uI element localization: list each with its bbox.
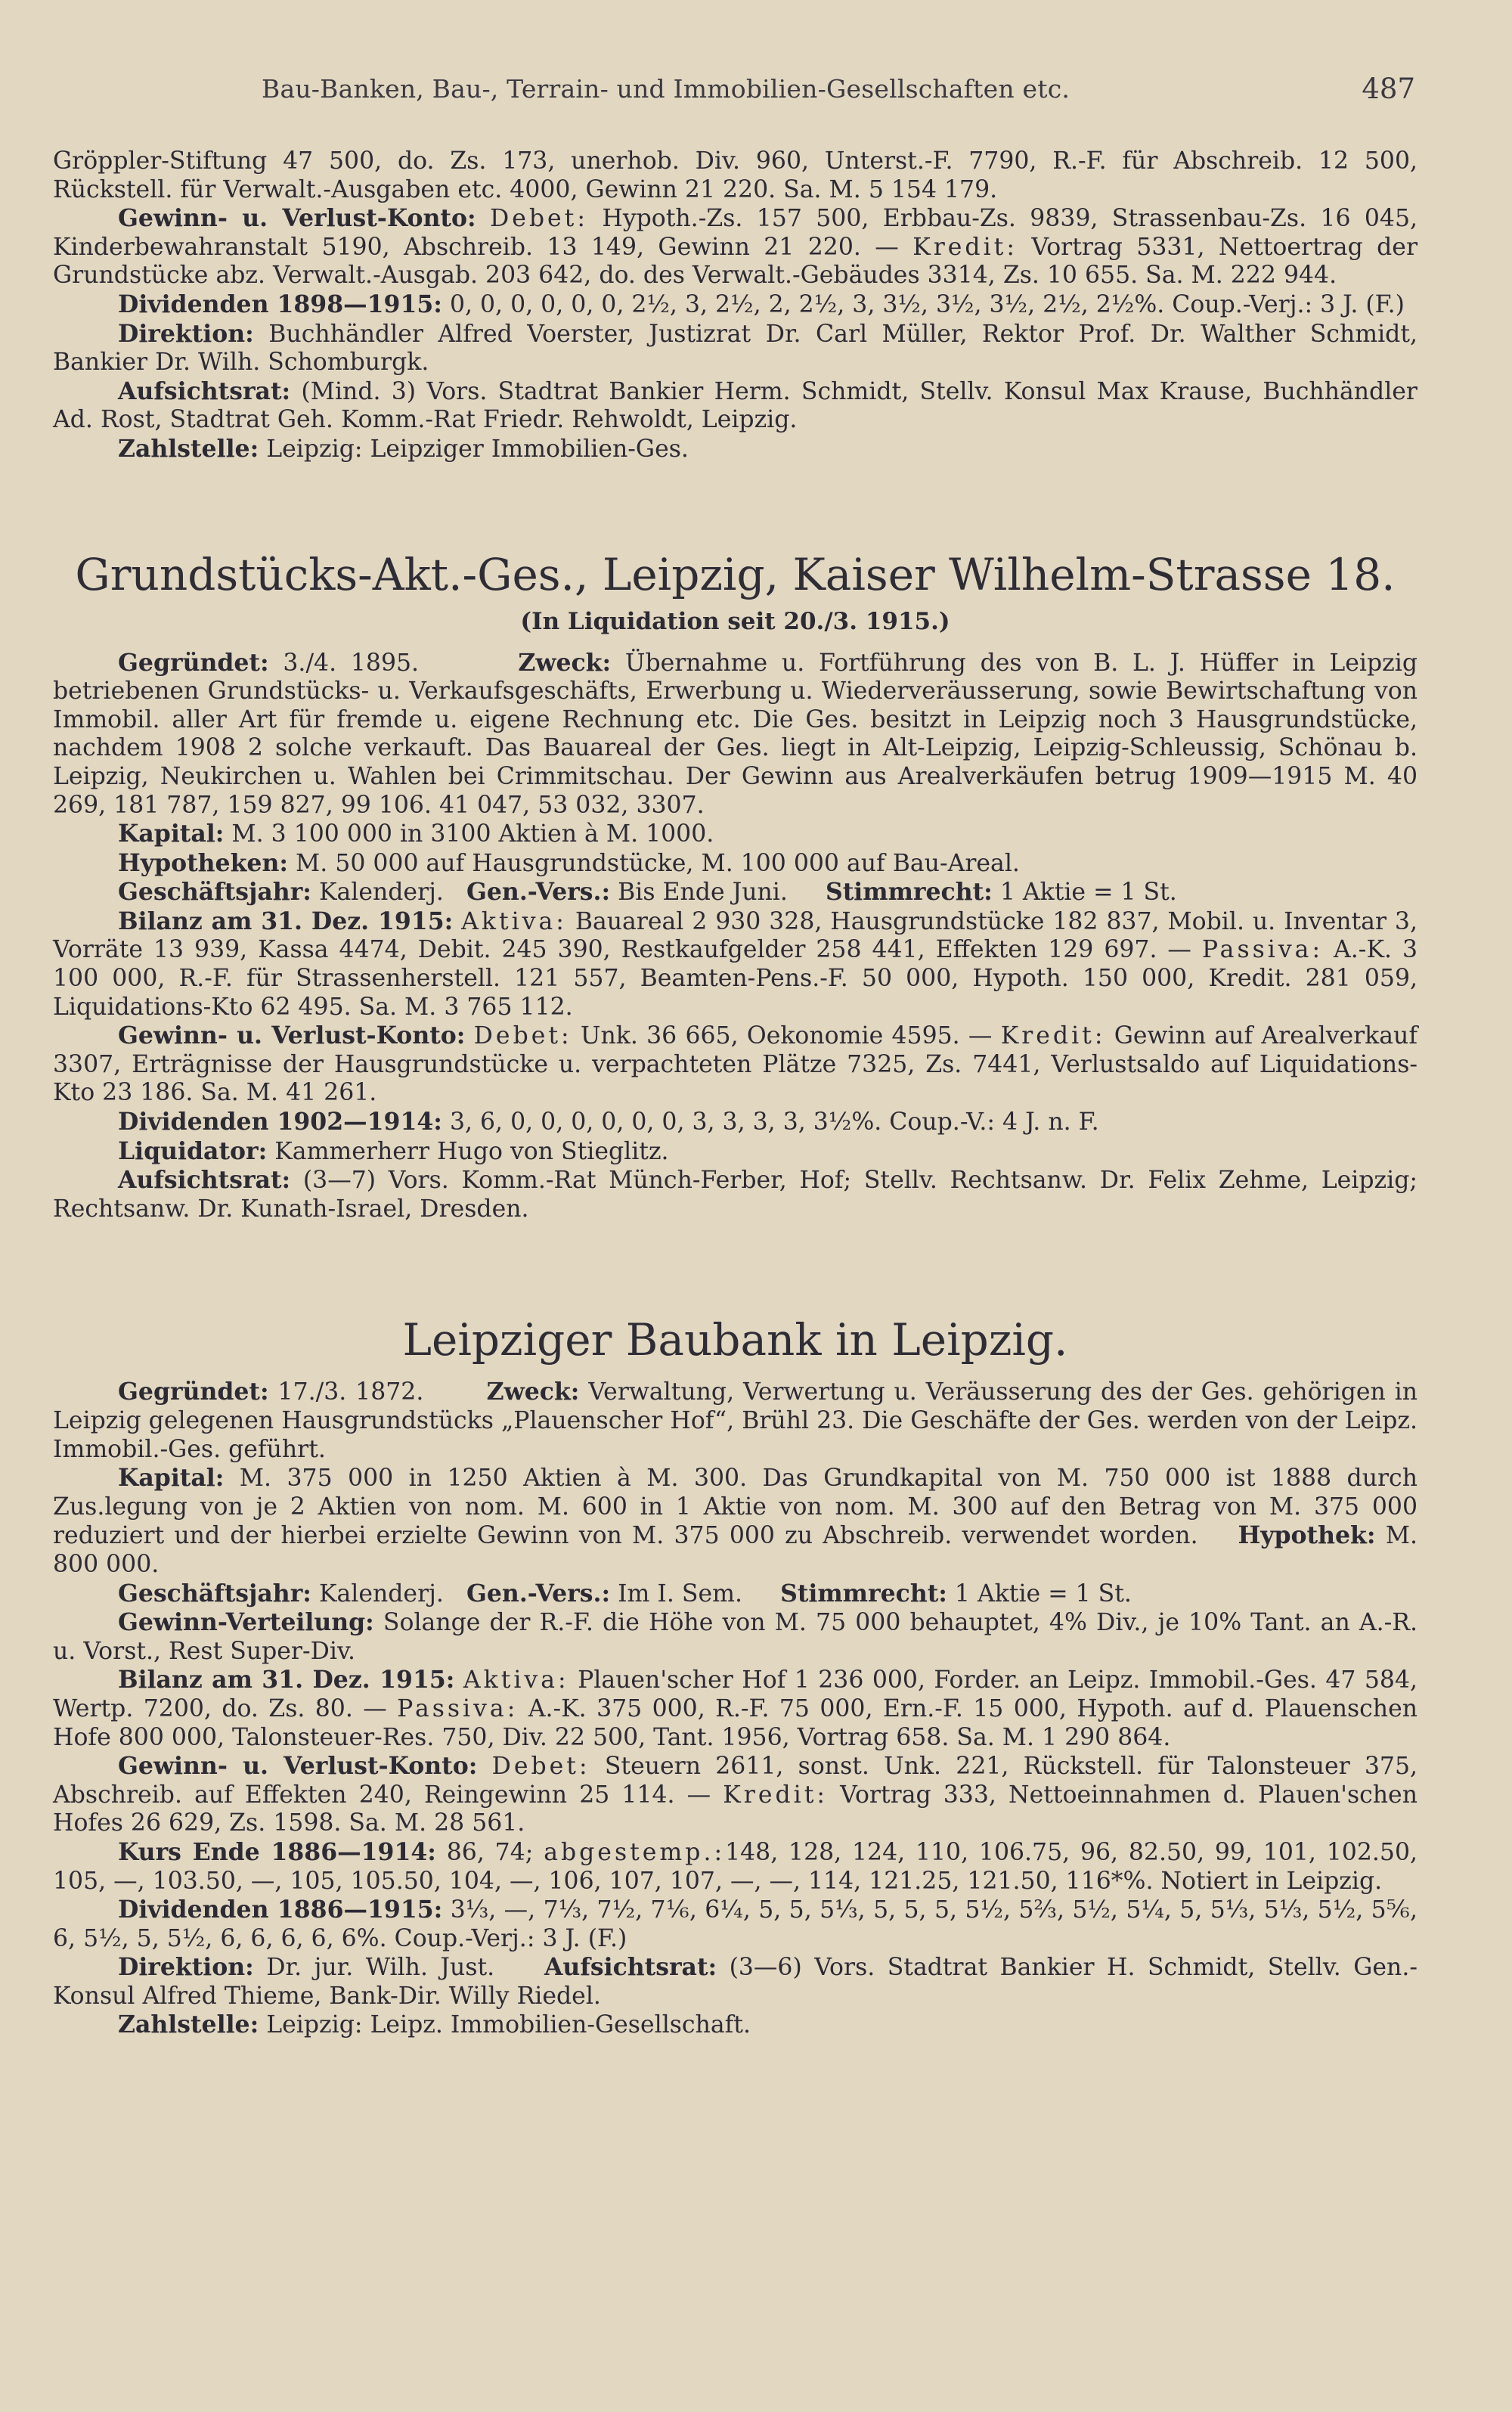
text-voting-right: 1 Aktie = 1 St. <box>999 879 1177 907</box>
label-business-year: Geschäftsjahr: <box>118 878 311 907</box>
text-assets: Plauen'scher Hof 1 236 000, Forder. an Leipz. Immobil.-Ges. 47 584, Wertp. 7200, do. Zs. 80. — <box>53 1666 1418 1722</box>
paragraph-founded-purpose <box>53 1378 1418 1464</box>
label-voting-right: Stimmrecht: <box>780 1579 947 1607</box>
paragraph-capital <box>53 820 1418 849</box>
company-title: Grundstücks-Akt.-Ges., Leipzig, Kaiser Wilhelm-Strasse 18. <box>75 548 1396 600</box>
text-share-price-1: 86, 74; <box>446 1838 534 1866</box>
paragraph-dividends <box>53 1108 1418 1137</box>
label-profit-loss: Gewinn- u. Verlust-Konto: <box>118 204 476 233</box>
label-purpose: Zweck: <box>518 648 612 677</box>
label-supervisory-board: Aufsichtsrat: <box>118 1166 291 1195</box>
company-subtitle: (In Liquidation seit 20./3. 1915.) <box>520 607 950 635</box>
paragraph-share-price <box>53 1838 1418 1896</box>
paragraph-capital <box>53 1464 1418 1579</box>
label-profit-loss: Gewinn- u. Verlust-Konto: <box>118 1022 466 1050</box>
page-content <box>53 147 1418 2040</box>
label-stamped: abgestemp.: <box>544 1838 726 1866</box>
label-capital: Kapital: <box>118 1464 225 1493</box>
page-number: 487 <box>1362 73 1415 105</box>
label-paying-agent: Zahlstelle: <box>118 2011 259 2039</box>
label-debit: Debet: <box>473 1022 572 1050</box>
text-dividends: 0, 0, 0, 0, 0, 0, 2½, 3, 2½, 2, 2½, 3, 3½, 3½, 3½, 2½, 2½%. Coup.-Verj.: 3 J. (F.) <box>449 290 1405 318</box>
label-dividends: Dividenden 1898—1915: <box>118 290 442 318</box>
paragraph-founded-purpose <box>53 649 1418 820</box>
label-liabilities: Passiva: <box>1201 936 1324 964</box>
text-liabilities: A.-K. 375 000, R.-F. 75 000, Ern.-F. 15 000, Hypoth. auf d. Plauenschen Hofe 800 000, Talonsteuer-Res. 750, Div. 22 500, Tant. 1956, Vortrag 658. Sa. M. 1 290 864. <box>53 1694 1418 1751</box>
paragraph-supervisory-board <box>53 1166 1418 1223</box>
label-general-meeting: Gen.-Vers.: <box>466 878 611 907</box>
text-liabilities: A.-K. 3 100 000, R.-F. für Strassenherstell. 121 557, Beamten-Pens.-F. 50 000, Hypoth. 150 000, Kredit. 281 059, Liquidations-Kto 62 495. Sa. M. 3 765 112. <box>53 936 1418 1021</box>
paragraph-profit-loss <box>53 204 1418 290</box>
label-balance-sheet: Bilanz am 31. Dez. 1915: <box>118 907 454 935</box>
label-liquidator: Liquidator: <box>118 1136 268 1165</box>
paragraph-liquidator <box>53 1137 1418 1167</box>
text-dividends: 3, 6, 0, 0, 0, 0, 0, 0, 3, 3, 3, 3, 3½%. Coup.-V.: 4 J. n. F. <box>449 1108 1099 1136</box>
paragraph-dividends <box>53 1896 1418 1953</box>
company-title: Leipziger Baubank in Leipzig. <box>402 1314 1068 1366</box>
text-credit: Vortrag 5331, Nettoertrag der Grundstücke abz. Verwalt.-Ausgab. 203 642, do. des Verwalt.-Gebäudes 3314, Zs. 10 655. Sa. M. 222 944. <box>53 233 1418 290</box>
text-debit: Hypoth.-Zs. 157 500, Erbbau-Zs. 9839, Strassenbau-Zs. 16 045, Kinderbewahranstalt 5190, Abschreib. 13 149, Gewinn 21 220. — <box>53 205 1418 261</box>
label-assets: Aktiva: <box>461 907 567 935</box>
text-board: Dr. jur. Wilh. Just. <box>266 1954 495 1982</box>
paragraph-balance-sheet <box>53 1666 1418 1752</box>
label-paying-agent: Zahlstelle: <box>118 434 259 463</box>
label-supervisory-board: Aufsichtsrat: <box>544 1953 717 1982</box>
label-purpose: Zweck: <box>486 1378 580 1406</box>
text-profit-distribution: Solange der R.-F. die Höhe von M. 75 000 behauptet, 4% Div., je 10% Tant. an A.-R. u. Vorst., Rest Super-Div. <box>53 1609 1418 1665</box>
text-founded: 17./3. 1872. <box>277 1378 424 1406</box>
label-supervisory-board: Aufsichtsrat: <box>118 377 291 405</box>
paragraph-board <box>53 320 1418 377</box>
text-paying-agent: Leipzig: Leipziger Immobilien-Ges. <box>266 435 689 463</box>
paragraph-dividends <box>53 290 1418 320</box>
text-credit: Vortrag 333, Nettoeinnahmen d. Plauen'schen Hofes 26 629, Zs. 1598. Sa. M. 28 561. <box>53 1781 1418 1837</box>
label-liabilities: Passiva: <box>397 1694 519 1722</box>
text-assets: Bauareal 2 930 328, Hausgrundstücke 182 837, Mobil. u. Inventar 3, Vorräte 13 939, Kassa 4474, Debit. 245 390, Restkaufgelder 258 441, Effekten 129 697. — <box>53 907 1418 964</box>
text-supervisory-board: (3—6) Vors. Stadtrat Bankier H. Schmidt, Stellv. Gen.-Konsul Alfred Thieme, Bank-Dir. Willy Riedel. <box>53 1954 1418 2010</box>
paragraph-business-year <box>53 878 1418 907</box>
label-board: Direktion: <box>118 319 254 348</box>
paragraph-balance-continuation: Gröppler-Stiftung 47 500, do. Zs. 173, unerhob. Div. 960, Unterst.-F. 7790, R.-F. für Abschreib. 12 500, Rückstell. für Verwalt.-Ausgaben etc. 4000, Gewinn 21 220. Sa. M. 5 154 179. <box>53 147 1418 203</box>
text-voting-right: 1 Aktie = 1 St. <box>954 1580 1132 1607</box>
label-debit: Debet: <box>491 1753 590 1781</box>
text-founded: 3./4. 1895. <box>283 649 420 677</box>
entry-grundstuecks-akt-ges <box>53 547 1418 1224</box>
text-purpose: Übernahme u. Fortführung des von B. L. J. Hüffer in Leipzig betriebenen Grundstücks- u. Verkaufsgeschäfts, Erwerbung u. Wiederveräusserung, sowie Bewirtschaftung von Immobil. aller Art für fremde u. eigene Rechnung etc. Die Ges. besitzt in Leipzig noch 3 Hausgrundstücke, nachdem 1908 2 solche verkauft. Das Bauareal der Ges. liegt in Alt-Leipzig, Leipzig-Schleussig, Schönau b. Leipzig, Neukirchen u. Wahlen bei Crimmitschau. Der Gewinn aus Arealverkäufen betrug 1909—1915 M. 40 269, 181 787, 159 827, 99 106. 41 047, 53 032, 3307. <box>53 649 1418 819</box>
paragraph-paying-agent <box>53 2011 1418 2040</box>
label-founded: Gegründet: <box>118 648 269 677</box>
label-credit: Kredit: <box>723 1781 828 1809</box>
text-purpose: Verwaltung, Verwertung u. Veräusserung des der Ges. gehörigen in Leipzig gelegenen Hausgrundstücks „Plauenscher Hof“, Brühl 23. Die Geschäfte der Ges. werden von der Leipz. Immobil.-Ges. geführt. <box>53 1378 1418 1463</box>
text-mortgage: M. 800 000. <box>53 1522 1418 1578</box>
text-share-price-2: 148, 128, 124, 110, 106.75, 96, 82.50, 99, 101, 102.50, 105, —, 103.50, —, 105, 105.50, 104, —, 106, 107, 107, —, —, 114, 121.25, 121.50, 116*%. Notiert in Leipzig. <box>53 1838 1418 1895</box>
text-mortgages: M. 50 000 auf Hausgrundstücke, M. 100 000 auf Bau-Areal. <box>296 849 1020 877</box>
paragraph-mortgages <box>53 849 1418 879</box>
label-profit-loss: Gewinn- u. Verlust-Konto: <box>118 1752 478 1781</box>
text-debit: Unk. 36 665, Oekonomie 4595. — <box>580 1022 993 1050</box>
label-board: Direktion: <box>118 1953 254 1982</box>
label-profit-distribution: Gewinn-Verteilung: <box>118 1608 374 1637</box>
label-capital: Kapital: <box>118 820 225 848</box>
label-business-year: Geschäftsjahr: <box>118 1579 311 1607</box>
text-board: Buchhändler Alfred Voerster, Justizrat Dr. Carl Müller, Rektor Prof. Dr. Walther Schmidt, Bankier Dr. Wilh. Schomburgk. <box>53 320 1418 377</box>
paragraph-paying-agent <box>53 435 1418 464</box>
paragraph-supervisory-board <box>53 377 1418 435</box>
text-business-year: Kalenderj. <box>318 879 444 907</box>
label-debit: Debet: <box>489 205 588 233</box>
label-dividends: Dividenden 1886—1915: <box>118 1896 443 1924</box>
label-assets: Aktiva: <box>463 1666 569 1694</box>
text-supervisory-board: (3—7) Vors. Komm.-Rat Münch-Ferber, Hof; Stellv. Rechtsanw. Dr. Felix Zehme, Leipzig; Rechtsanw. Dr. Kunath-Israel, Dresden. <box>53 1167 1418 1223</box>
label-mortgages: Hypotheken: <box>118 848 288 877</box>
text-liquidator: Kammerherr Hugo von Stieglitz. <box>274 1137 669 1165</box>
text-credit: Gewinn auf Arealverkauf 3307, Erträgnisse der Hausgrundstücke u. verpachteten Plätze 7325, Zs. 7441, Verlustsaldo auf Liquidations-Kto 23 186. Sa. M. 41 261. <box>53 1022 1418 1107</box>
text-paying-agent: Leipzig: Leipz. Immobilien-Gesellschaft. <box>266 2011 751 2039</box>
label-credit: Kredit: <box>912 233 1018 261</box>
label-founded: Gegründet: <box>118 1378 269 1406</box>
label-credit: Kredit: <box>1000 1022 1106 1050</box>
text-business-year: Kalenderj. <box>318 1580 444 1607</box>
paragraph-balance-sheet <box>53 907 1418 1022</box>
paragraph-profit-loss <box>53 1752 1418 1838</box>
label-voting-right: Stimmrecht: <box>825 878 993 907</box>
text-capital: M. 3 100 000 in 3100 Aktien à M. 1000. <box>231 820 714 848</box>
text-capital: M. 375 000 in 1250 Aktien à M. 300. Das Grundkapital von M. 750 000 ist 1888 durch Zus.legung von je 2 Aktien von nom. M. 600 in 1 Aktie von nom. M. 300 auf den Betrag von M. 375 000 reduziert und der hierbei erzielte Gewinn von M. 375 000 zu Abschreib. verwendet worden. <box>53 1465 1418 1550</box>
label-share-price: Kurs Ende 1886—1914: <box>118 1837 436 1866</box>
text-general-meeting: Bis Ende Juni. <box>618 879 788 907</box>
text-supervisory-board: (Mind. 3) Vors. Stadtrat Bankier Herm. Schmidt, Stellv. Konsul Max Krause, Buchhändler Ad. Rost, Stadtrat Geh. Komm.-Rat Friedr. Rehwoldt, Leipzig. <box>53 377 1418 434</box>
label-balance-sheet: Bilanz am 31. Dez. 1915: <box>118 1666 455 1694</box>
entry-leipziger-baubank <box>53 1313 1418 2040</box>
entry-groeppler-continuation <box>53 147 1418 464</box>
text-general-meeting: Im I. Sem. <box>618 1580 742 1607</box>
label-mortgage: Hypothek: <box>1238 1521 1376 1550</box>
paragraph-business-year <box>53 1580 1418 1609</box>
label-dividends: Dividenden 1902—1914: <box>118 1108 442 1136</box>
paragraph-board <box>53 1953 1418 2011</box>
text-dividends: 3⅓, —, 7⅓, 7½, 7⅙, 6¼, 5, 5, 5⅓, 5, 5, 5, 5½, 5⅔, 5½, 5¼, 5, 5⅓, 5⅓, 5½, 5⅚, 6, 5½, 5, 5½, 6, 6, 6, 6, 6%. Coup.-Verj.: 3 J. (F.) <box>53 1896 1418 1952</box>
paragraph-profit-distribution <box>53 1608 1418 1666</box>
text-debit: Steuern 2611, sonst. Unk. 221, Rückstell. für Talonsteuer 375, Abschreib. auf Effekten 240, Reingewinn 25 114. — <box>53 1753 1418 1809</box>
label-general-meeting: Gen.-Vers.: <box>466 1579 611 1607</box>
paragraph-profit-loss <box>53 1022 1418 1108</box>
running-title: Bau-Banken, Bau-, Terrain- und Immobilien-Gesellschaften etc. <box>262 74 1070 104</box>
page-header <box>53 74 1459 112</box>
